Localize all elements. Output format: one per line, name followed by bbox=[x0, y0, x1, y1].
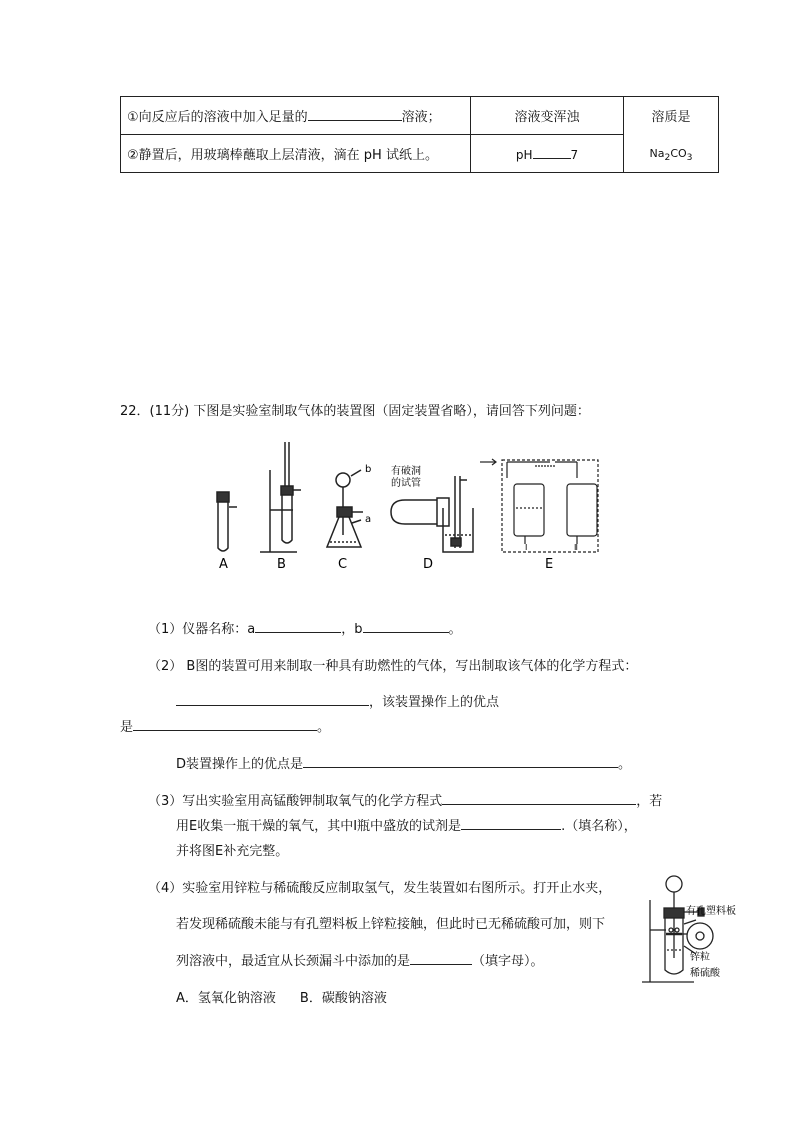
table-cell bbox=[121, 135, 471, 173]
question-part-2-line3 bbox=[120, 716, 330, 735]
zinc-label: 锌粒 bbox=[690, 952, 710, 963]
bottle-i: Ⅰ bbox=[525, 543, 528, 552]
text: 列溶液中，最适宜从长颈漏斗中添加的是 bbox=[176, 954, 411, 969]
table-cell bbox=[471, 97, 624, 135]
answer-blank-advantage-b[interactable] bbox=[133, 718, 317, 731]
text: 。 bbox=[618, 757, 632, 772]
text: （1）仪器名称：a bbox=[148, 622, 256, 637]
formula-sub: 2 bbox=[664, 152, 671, 164]
table-row bbox=[121, 97, 719, 135]
answer-blank-kmno4[interactable] bbox=[442, 792, 636, 805]
answer-blank-advantage-d[interactable] bbox=[303, 755, 618, 768]
option-a: A．氢氧化钠溶液 bbox=[176, 991, 276, 1006]
question-part-3-line2 bbox=[176, 815, 637, 834]
answer-blank[interactable] bbox=[533, 146, 571, 159]
text: D装置操作上的优点是 bbox=[176, 757, 304, 772]
text: 。 bbox=[448, 622, 462, 637]
apparatus-figure bbox=[205, 440, 605, 570]
question-part-1 bbox=[148, 618, 462, 637]
experiment-table bbox=[120, 96, 719, 173]
question-part-4-line1: （4）实验室用锌粒与稀硫酸反应制取氢气，发生装置如右图所示。打开止水夹， bbox=[148, 881, 612, 896]
apparatus-e bbox=[480, 459, 598, 552]
question-part-3-line3: 并将图E补充完整。 bbox=[176, 844, 289, 859]
formula-na2co3 bbox=[630, 147, 712, 163]
text: （3）写出实验室用高锰酸钾制取氧气的化学方程式 bbox=[148, 794, 443, 809]
label-a: a bbox=[365, 514, 372, 525]
label-b: b bbox=[365, 464, 372, 475]
table-cell bbox=[624, 97, 719, 173]
text: （填字母）。 bbox=[472, 954, 544, 969]
question-part-2-line4 bbox=[176, 753, 631, 772]
answer-blank[interactable] bbox=[308, 108, 402, 121]
table-cell bbox=[471, 135, 624, 173]
cell-text: ②静置后，用玻璃棒蘸取上层清液，滴在 pH 试纸上。 bbox=[127, 148, 438, 163]
formula-part: CO bbox=[670, 146, 687, 160]
plate-label: 有孔塑料板 bbox=[686, 906, 736, 917]
acid-label: 稀硫酸 bbox=[690, 968, 720, 979]
cell-text: 溶液； bbox=[401, 110, 441, 125]
tube-note-1: 有破洞 bbox=[391, 466, 421, 477]
text: 。 bbox=[317, 720, 331, 735]
answer-blank-reagent[interactable] bbox=[461, 817, 561, 830]
cell-text: 7 bbox=[570, 147, 579, 162]
table-cell bbox=[121, 97, 471, 135]
figure-label-e: E bbox=[545, 557, 554, 570]
question-part-3-line1 bbox=[148, 790, 662, 809]
figure-label-b: B bbox=[277, 557, 286, 570]
formula-part: Na bbox=[649, 146, 665, 160]
text: 用E收集一瓶干燥的氧气，其中Ⅰ瓶中盛放的试剂是 bbox=[176, 819, 462, 834]
option-b: B．碳酸钠溶液 bbox=[299, 991, 387, 1006]
text: ，b bbox=[341, 622, 363, 637]
bottle-ii: Ⅱ bbox=[574, 543, 578, 552]
question-part-4-line2: 若发现稀硫酸未能与有孔塑料板上锌粒接触，但此时已无稀硫酸可加，则下 bbox=[176, 917, 606, 932]
figure-label-a: A bbox=[219, 557, 228, 570]
answer-blank-choice[interactable] bbox=[410, 952, 472, 965]
text: ，若 bbox=[636, 794, 663, 809]
cell-text: 溶液变浑浊 bbox=[514, 110, 580, 125]
apparatus-b bbox=[260, 442, 301, 552]
answer-blank-a[interactable] bbox=[255, 620, 341, 633]
text: ，该装置操作上的优点 bbox=[369, 695, 500, 710]
formula-sub: 3 bbox=[686, 152, 693, 164]
cell-text: pH bbox=[515, 147, 533, 162]
cell-text: ①向反应后的溶液中加入足量的 bbox=[127, 110, 308, 125]
cell-text: 溶质是 bbox=[651, 109, 691, 125]
apparatus-c bbox=[327, 470, 363, 547]
text: 是 bbox=[120, 720, 134, 735]
question-part-4-line3 bbox=[176, 950, 544, 969]
text: .（填名称）， bbox=[561, 819, 637, 834]
hydrogen-generator-figure bbox=[638, 870, 756, 990]
answer-blank-equation[interactable] bbox=[176, 693, 369, 706]
tube-note-2: 的试管 bbox=[391, 478, 421, 489]
answer-blank-b[interactable] bbox=[363, 620, 449, 633]
figure-label-d: D bbox=[423, 557, 434, 570]
apparatus-a bbox=[217, 492, 237, 551]
question-part-2-line2 bbox=[176, 691, 499, 710]
question-part-4-options bbox=[176, 987, 387, 1006]
figure-label-c: C bbox=[338, 557, 348, 570]
question-stem: 22．(11分) 下图是实验室制取气体的装置图（固定装置省略），请回答下列问题： bbox=[120, 404, 590, 419]
question-part-2-line1: （2） B图的装置可用来制取一种具有助燃性的气体，写出制取该气体的化学方程式： bbox=[148, 659, 638, 674]
